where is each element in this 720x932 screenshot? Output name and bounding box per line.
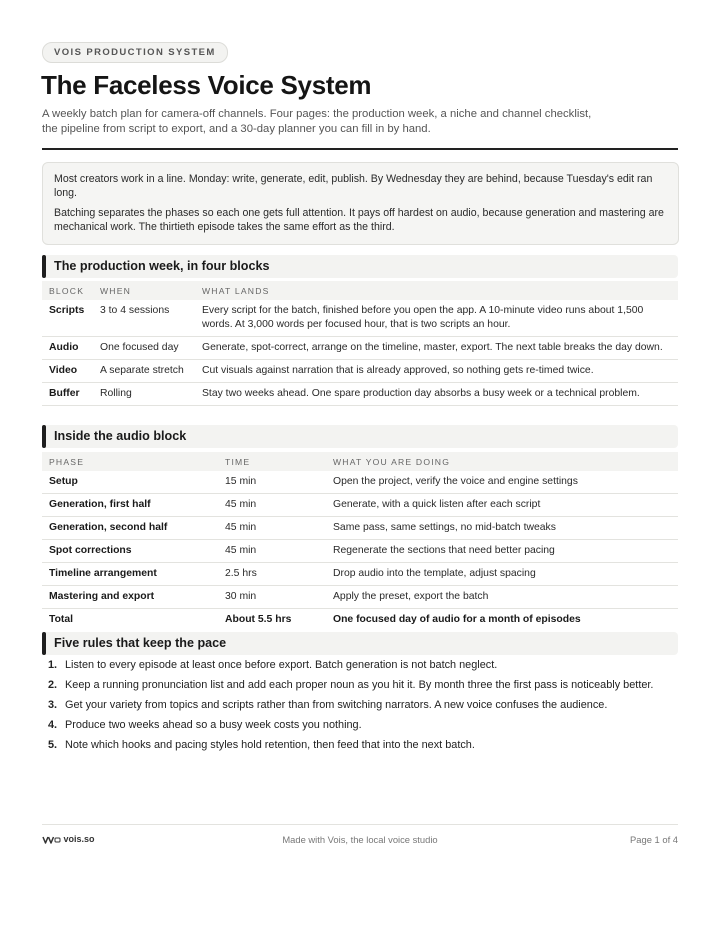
list-number: 4. — [48, 719, 58, 731]
cell-phase: Setup — [42, 471, 218, 494]
production-week-table — [42, 281, 678, 406]
table-row — [42, 360, 678, 383]
cell-when: A separate stretch — [93, 360, 195, 383]
audio-block-table — [42, 452, 678, 631]
list-item — [42, 718, 672, 733]
list-item — [42, 738, 672, 753]
column-header: WHEN — [93, 281, 195, 300]
list-text: Keep a running pronunciation list and add each proper noun as you hit it. By month three the first pass is noticeably better. — [65, 679, 654, 691]
list-text: Note which hooks and pacing styles hold retention, then feed that into the next batch. — [65, 739, 475, 751]
cell-activity: Apply the preset, export the batch — [326, 586, 678, 609]
section-accent-bar — [42, 425, 46, 448]
section-heading-rules — [42, 632, 678, 655]
cell-when: One focused day — [93, 337, 195, 360]
cell-total-time: About 5.5 hrs — [225, 614, 292, 625]
title-divider — [42, 148, 678, 150]
cell-time: 30 min — [218, 586, 326, 609]
intro-paragraph: Most creators work in a line. Monday: write, generate, edit, publish. By Wednesday they are behind, because Tuesday's edit ran long. — [54, 173, 653, 199]
section-heading-text: The production week, in four blocks — [54, 259, 270, 273]
list-text: Listen to every episode at least once before export. Batch generation is not batch neglect. — [65, 659, 498, 671]
table-row — [42, 494, 678, 517]
list-number: 3. — [48, 699, 58, 711]
intro-paragraph: Batching separates the phases so each one gets full attention. It pays off hardest on audio, because generation and mastering are mechanical work. The thirtieth episode takes the same effort as the third. — [54, 207, 664, 233]
cell-block: Audio — [42, 337, 93, 360]
list-text: Produce two weeks ahead so a busy week costs you nothing. — [65, 719, 362, 731]
cell-activity: Generate, with a quick listen after each script — [326, 494, 678, 517]
table-row — [42, 540, 678, 563]
header-badge: VOIS PRODUCTION SYSTEM — [42, 42, 228, 63]
list-number: 2. — [48, 679, 58, 691]
table-row — [42, 337, 678, 360]
cell-when: 3 to 4 sessions — [93, 300, 195, 337]
cell-activity: Regenerate the sections that need better pacing — [326, 540, 678, 563]
cell-block: Video — [42, 360, 93, 383]
table-row — [42, 517, 678, 540]
table-header-row — [42, 281, 678, 300]
cell-when: Rolling — [93, 383, 195, 406]
page-title: The Faceless Voice System — [41, 70, 372, 100]
section-heading-production-week — [42, 255, 678, 278]
cell-what-lands: Stay two weeks ahead. One spare production day absorbs a busy week or a technical problem. — [195, 383, 678, 406]
column-header: BLOCK — [42, 281, 93, 300]
table-row — [42, 563, 678, 586]
footer-divider — [42, 824, 678, 825]
list-item — [42, 678, 672, 693]
table-row — [42, 471, 678, 494]
list-item — [42, 698, 672, 713]
table-header-row — [42, 452, 678, 471]
section-accent-bar — [42, 255, 46, 278]
cell-block: Scripts — [42, 300, 93, 337]
cell-phase: Spot corrections — [42, 540, 218, 563]
table-row — [42, 586, 678, 609]
cell-phase: Generation, second half — [42, 517, 218, 540]
page-subtitle: A weekly batch plan for camera-off channels. Four pages: the production week, a niche and channel checklist, the pipeline from script to export, and a 30-day planner you can fill in by hand. — [42, 108, 592, 135]
cell-activity: Drop audio into the template, adjust spacing — [326, 563, 678, 586]
cell-phase: Generation, first half — [42, 494, 218, 517]
cell-activity: Same pass, same settings, no mid-batch tweaks — [326, 517, 678, 540]
cell-what-lands: Every script for the batch, finished before you open the app. A 10-minute video runs about 1,500 words. At 3,000 words per focused hour, that is two scripts an hour. — [195, 300, 678, 337]
cell-total-summary: One focused day of audio for a month of episodes — [333, 614, 581, 625]
list-number: 5. — [48, 739, 58, 751]
section-heading-audio-block — [42, 425, 678, 448]
intro-callout — [42, 162, 679, 245]
list-text: Get your variety from topics and scripts rather than from switching narrators. A new voice confuses the audience. — [65, 699, 608, 711]
table-row — [42, 383, 678, 406]
footer-credit: Made with Vois, the local voice studio — [282, 834, 438, 845]
list-item — [42, 658, 672, 673]
cell-block: Buffer — [42, 383, 93, 406]
column-header: TIME — [218, 452, 326, 471]
column-header: PHASE — [42, 452, 218, 471]
cell-phase: Timeline arrangement — [42, 563, 218, 586]
column-header: WHAT LANDS — [195, 281, 678, 300]
section-accent-bar — [42, 632, 46, 655]
footer-site-link[interactable]: vois.so — [63, 834, 95, 844]
cell-time: 45 min — [218, 540, 326, 563]
cell-what-lands: Cut visuals against narration that is already approved, so nothing gets re-timed twice. — [195, 360, 678, 383]
cell-time: 15 min — [218, 471, 326, 494]
table-row — [42, 300, 678, 337]
cell-phase: Mastering and export — [42, 586, 218, 609]
section-heading-text: Inside the audio block — [54, 429, 187, 443]
list-number: 1. — [48, 659, 58, 671]
cell-time: 45 min — [218, 494, 326, 517]
page-number: Page 1 of 4 — [630, 834, 678, 845]
cell-time: 45 min — [218, 517, 326, 540]
cell-time: 2.5 hrs — [218, 563, 326, 586]
cell-activity: Open the project, verify the voice and engine settings — [326, 471, 678, 494]
section-heading-text: Five rules that keep the pace — [54, 636, 227, 650]
table-total-row — [42, 609, 678, 632]
cell-total-label: Total — [49, 614, 74, 625]
cell-what-lands: Generate, spot-correct, arrange on the timeline, master, export. The next table breaks the day down. — [195, 337, 678, 360]
column-header: WHAT YOU ARE DOING — [326, 452, 678, 471]
rules-list — [42, 658, 672, 758]
